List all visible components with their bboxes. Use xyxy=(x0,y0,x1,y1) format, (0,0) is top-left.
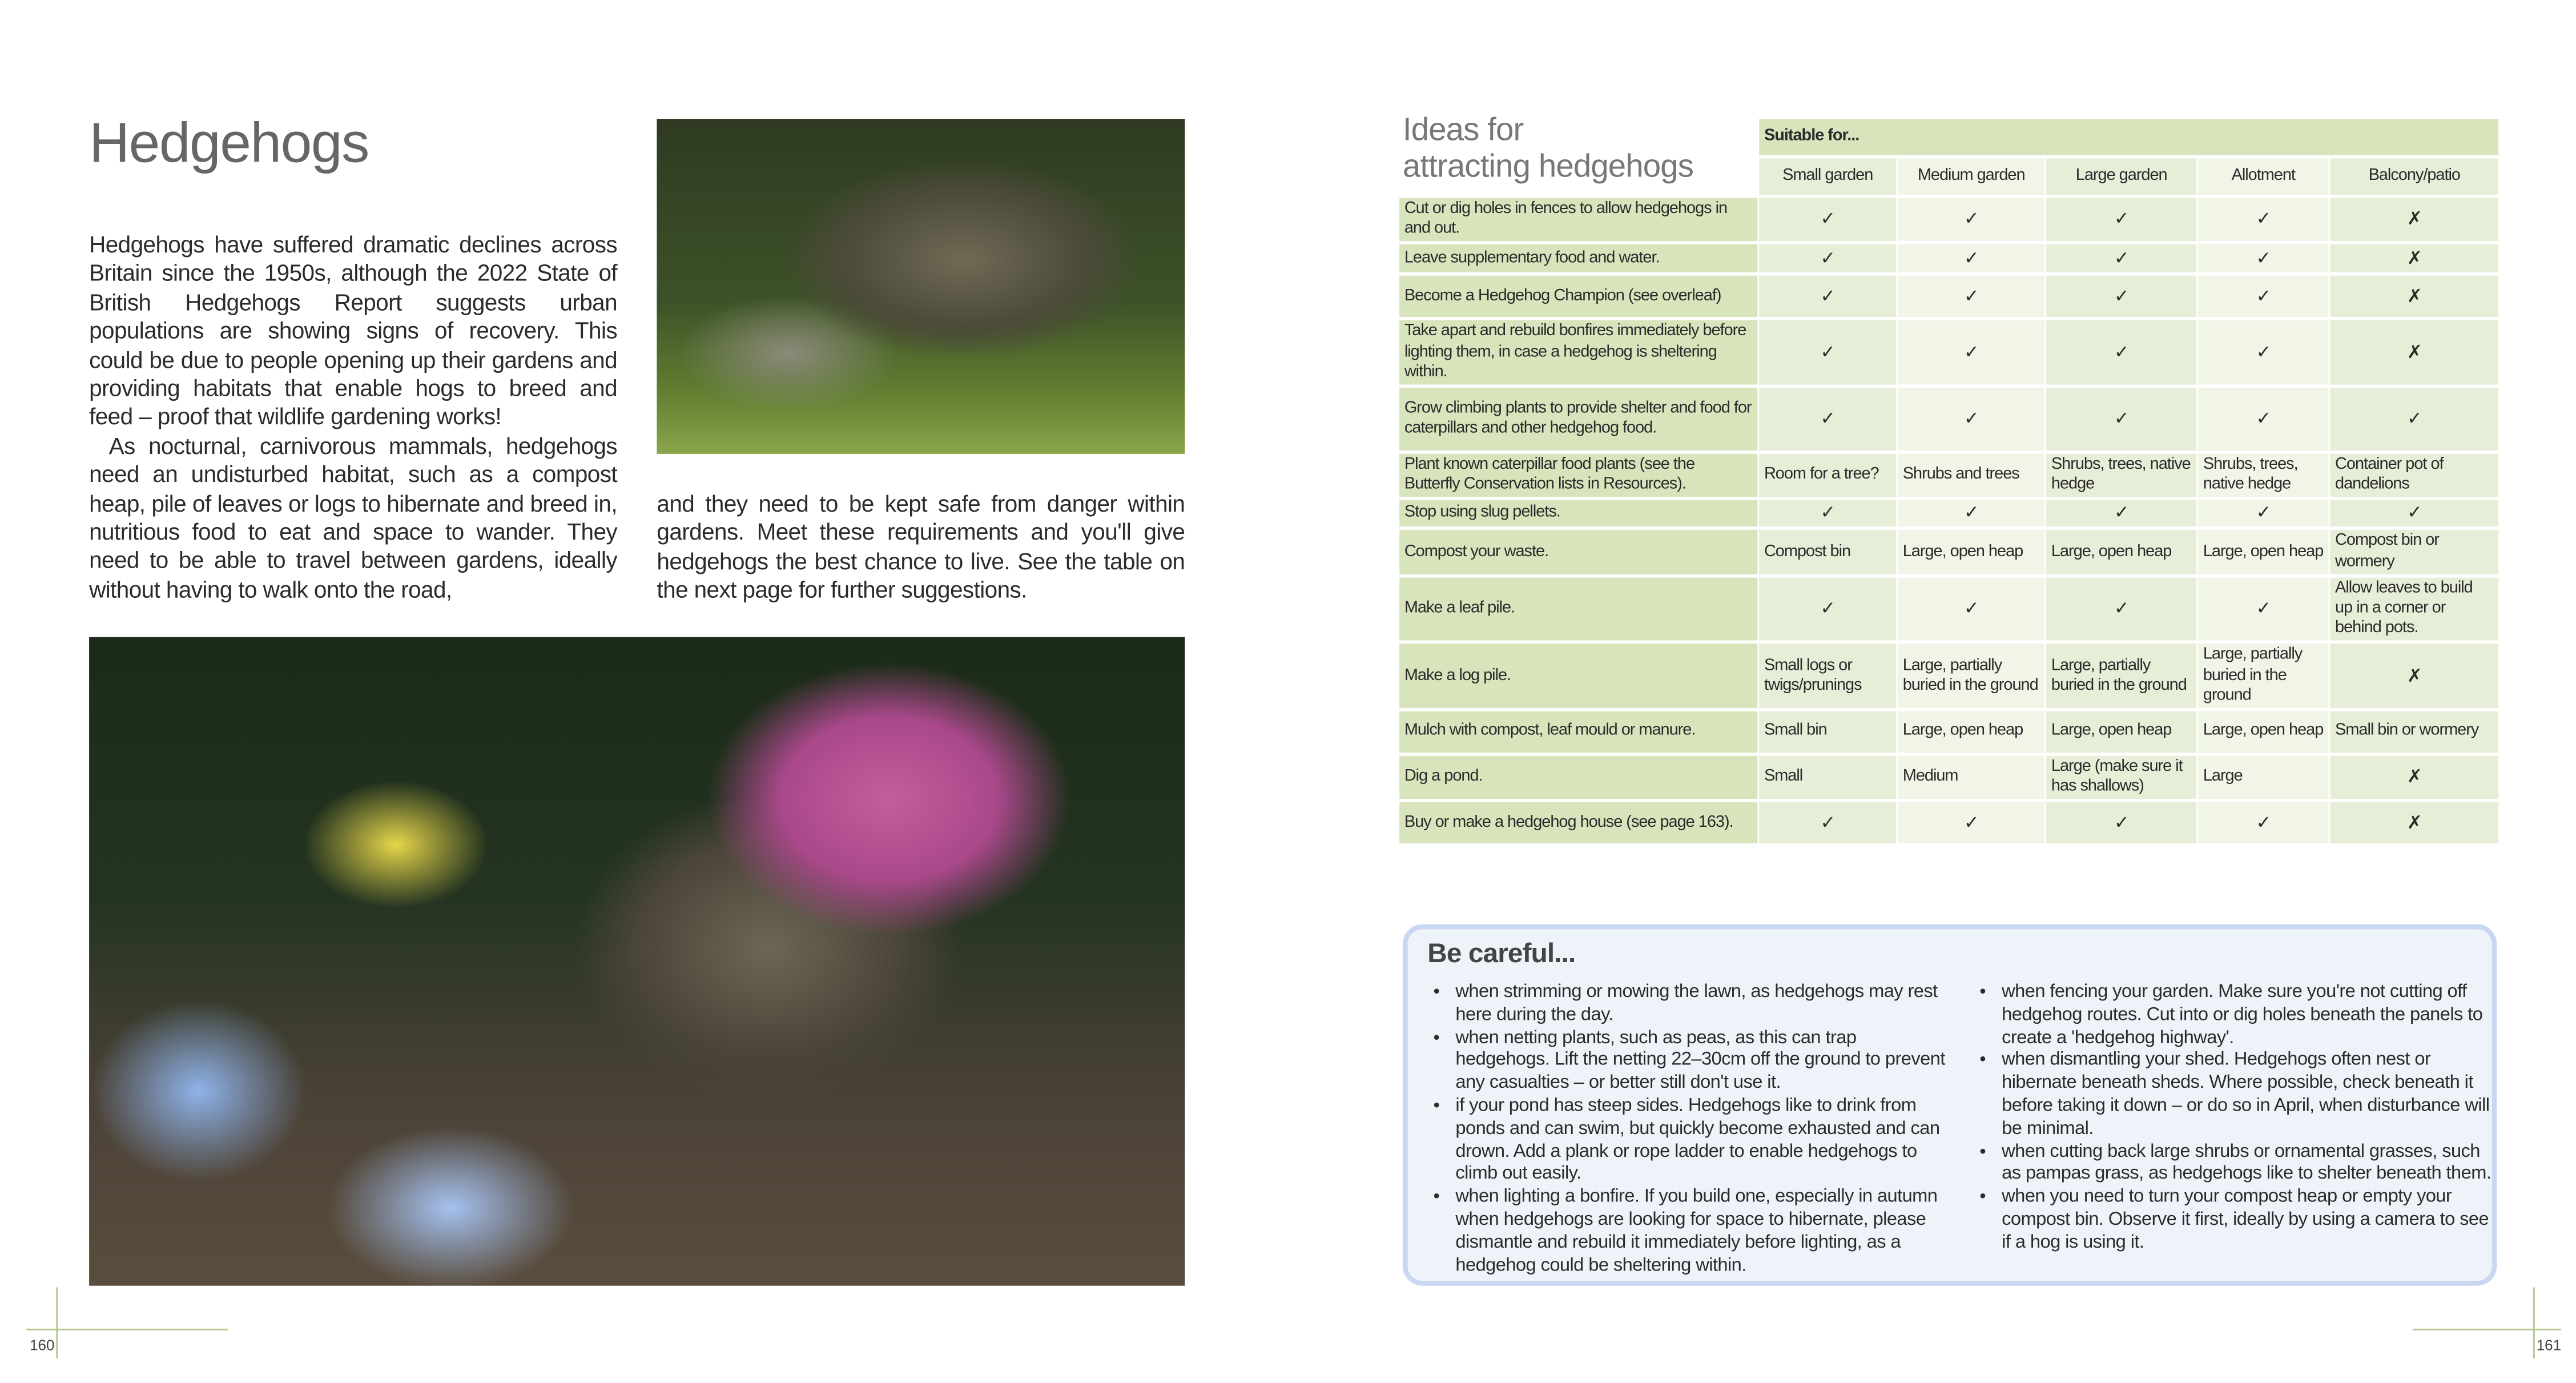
check-icon: ✓ xyxy=(2198,276,2330,321)
caution-item: • when fencing your garden. Make sure you're not cutting off hedgehog routes. Cut into or dig holes beneath the panels to create a 'hedgehog highway'. xyxy=(2002,982,2497,1051)
check-icon: ✓ xyxy=(2046,501,2198,530)
table-cell: Large, open heap xyxy=(2046,711,2198,756)
cross-icon: ✗ xyxy=(2330,276,2500,321)
table-cell: Allow leaves to build up in a corner or behind pots. xyxy=(2330,577,2500,644)
table-corner xyxy=(1399,119,1759,198)
column-header: Balcony/patio xyxy=(2330,158,2500,198)
table-cell: Small xyxy=(1759,756,1898,803)
table-row xyxy=(1399,388,2500,454)
check-icon: ✓ xyxy=(1759,245,1898,276)
row-label: Make a leaf pile. xyxy=(1399,577,1759,644)
hedgehog-photo-grass xyxy=(657,119,1185,454)
row-label: Mulch with compost, leaf mould or manure. xyxy=(1399,711,1759,756)
row-label: Grow climbing plants to provide shelter and food for caterpillars and other hedgehog food. xyxy=(1399,388,1759,454)
check-icon: ✓ xyxy=(1759,577,1898,644)
table-row xyxy=(1399,577,2500,644)
table-row xyxy=(1399,454,2500,501)
table-row xyxy=(1399,501,2500,530)
table-row xyxy=(1399,530,2500,577)
check-icon: ✓ xyxy=(2198,501,2330,530)
hedgehog-photo-flowers xyxy=(89,637,1185,1286)
row-label: Become a Hedgehog Champion (see overleaf) xyxy=(1399,276,1759,321)
body-column-1 xyxy=(89,231,617,605)
table-cell: Large, open heap xyxy=(1898,530,2046,577)
check-icon: ✓ xyxy=(1898,245,2046,276)
body-column-2 xyxy=(657,490,1185,605)
be-careful-box xyxy=(1403,924,2497,1286)
table-cell: Shrubs and trees xyxy=(1898,454,2046,501)
check-icon: ✓ xyxy=(2046,245,2198,276)
table-cell: Large (make sure it has shallows) xyxy=(2046,756,2198,803)
table-row xyxy=(1399,276,2500,321)
check-icon: ✓ xyxy=(1759,276,1898,321)
check-icon: ✓ xyxy=(1759,321,1898,388)
table-cell: Small bin xyxy=(1759,711,1898,756)
table-cell: Small bin or wormery xyxy=(2330,711,2500,756)
cross-icon: ✗ xyxy=(2330,321,2500,388)
cross-icon: ✗ xyxy=(2330,245,2500,276)
ideas-table xyxy=(1399,119,2500,847)
continuation-paragraph: and they need to be kept safe from danger within gardens. Meet these requirements and you'll give hedgehogs the best chance to live. See the table on the next page for further suggestions. xyxy=(657,490,1185,603)
table-cell: Compost bin or wormery xyxy=(2330,530,2500,577)
check-icon: ✓ xyxy=(2046,198,2198,245)
table-row xyxy=(1399,756,2500,803)
page-number-right: 161 xyxy=(2536,1337,2562,1354)
check-icon: ✓ xyxy=(1759,803,1898,847)
check-icon: ✓ xyxy=(1759,198,1898,245)
intro-paragraph: Hedgehogs have suffered dramatic declines across Britain since the 1950s, although the 2022 State of British Hedgehogs Report suggests urban populations are showing signs of recovery. This could be due to people opening up their gardens and providing habitats that enable hogs to breed and feed – proof that wildlife gardening works! xyxy=(89,231,618,430)
caution-item: • when you need to turn your compost heap or empty your compost bin. Observe it first, ideally by using a camera to see if a hog is using it. xyxy=(2002,1187,2497,1256)
check-icon: ✓ xyxy=(2198,245,2330,276)
check-icon: ✓ xyxy=(2198,198,2330,245)
column-header: Medium garden xyxy=(1898,158,2046,198)
table-cell: Room for a tree? xyxy=(1759,454,1898,501)
row-label: Dig a pond. xyxy=(1399,756,1759,803)
check-icon: ✓ xyxy=(2198,388,2330,454)
cross-icon: ✗ xyxy=(2330,198,2500,245)
cross-icon: ✗ xyxy=(2330,645,2500,711)
column-header: Large garden xyxy=(2046,158,2198,198)
table-cell: Large xyxy=(2198,756,2330,803)
table-cell: Medium xyxy=(1898,756,2046,803)
row-label: Cut or dig holes in fences to allow hedgehogs in and out. xyxy=(1399,198,1759,245)
table-row xyxy=(1399,245,2500,276)
habitat-paragraph: As nocturnal, carnivorous mammals, hedgehogs need an undisturbed habitat, such as a compost heap, pile of leaves or logs to hibernate and breed in, nutritious food to eat and space to wander. They need to be able to travel between gardens, ideally without having to walk onto the road, xyxy=(89,432,618,602)
row-label: Buy or make a hedgehog house (see page 163). xyxy=(1399,803,1759,847)
suitable-header: Suitable for... xyxy=(1759,119,2500,158)
page-title: Hedgehogs xyxy=(89,112,369,175)
check-icon: ✓ xyxy=(2046,321,2198,388)
table-cell: Shrubs, trees, native hedge xyxy=(2046,454,2198,501)
table-cell: Large, partially buried in the ground xyxy=(2198,645,2330,711)
check-icon: ✓ xyxy=(1898,577,2046,644)
row-label: Make a log pile. xyxy=(1399,645,1759,711)
caution-item: • if your pond has steep sides. Hedgehogs like to drink from ponds and can swim, but quickly become exhausted and can drown. Add a plank or rope ladder to enable hedgehogs to climb out easily. xyxy=(1455,1096,1954,1187)
check-icon: ✓ xyxy=(1759,501,1898,530)
column-header: Allotment xyxy=(2198,158,2330,198)
table-cell: Large, open heap xyxy=(2198,711,2330,756)
table-cell: Shrubs, trees, native hedge xyxy=(2198,454,2330,501)
check-icon: ✓ xyxy=(2198,321,2330,388)
be-careful-list-right xyxy=(1974,982,2497,1256)
caution-item: • when strimming or mowing the lawn, as hedgehogs may rest here during the day. xyxy=(1455,982,1954,1028)
caution-item: • when dismantling your shed. Hedgehogs often nest or hibernate beneath sheds. Where possible, check beneath it before taking it down – or do so in April, when disturbance will be minimal. xyxy=(2002,1050,2497,1141)
table-title-line-1: Ideas for xyxy=(1402,112,1524,149)
be-careful-list-left xyxy=(1427,982,1954,1278)
table-cell: Large, partially buried in the ground xyxy=(2046,645,2198,711)
crop-mark xyxy=(2413,1329,2561,1330)
check-icon: ✓ xyxy=(1898,198,2046,245)
check-icon: ✓ xyxy=(2330,388,2500,454)
check-icon: ✓ xyxy=(2046,388,2198,454)
check-icon: ✓ xyxy=(1898,388,2046,454)
check-icon: ✓ xyxy=(1898,501,2046,530)
crop-mark xyxy=(2533,1288,2535,1358)
cross-icon: ✗ xyxy=(2330,756,2500,803)
check-icon: ✓ xyxy=(2046,276,2198,321)
table-cell: Large, partially buried in the ground xyxy=(1898,645,2046,711)
table-cell: Small logs or twigs/prunings xyxy=(1759,645,1898,711)
caution-item: • when cutting back large shrubs or ornamental grasses, such as pampas grass, as hedgehogs like to shelter beneath them. xyxy=(2002,1141,2497,1187)
table-cell: Large, open heap xyxy=(1898,711,2046,756)
table-cell: Large, open heap xyxy=(2046,530,2198,577)
row-label: Take apart and rebuild bonfires immediately before lighting them, in case a hedgehog is sheltering within. xyxy=(1399,321,1759,388)
check-icon: ✓ xyxy=(1898,803,2046,847)
cross-icon: ✗ xyxy=(2330,803,2500,847)
check-icon: ✓ xyxy=(1898,321,2046,388)
table-row xyxy=(1399,711,2500,756)
page-number-left: 160 xyxy=(30,1337,55,1354)
row-label: Stop using slug pellets. xyxy=(1399,501,1759,530)
table-cell: Compost bin xyxy=(1759,530,1898,577)
row-label: Compost your waste. xyxy=(1399,530,1759,577)
caution-item: • when lighting a bonfire. If you build one, especially in autumn when hedgehogs are looking for space to hibernate, please dismantle and rebuild it immediately before lighting, as a hedgehog could be sheltering within. xyxy=(1455,1187,1954,1279)
check-icon: ✓ xyxy=(2046,803,2198,847)
caution-item: • when netting plants, such as peas, as this can trap hedgehogs. Lift the netting 22–30cm off the ground to prevent any casualties – or better still don't use it. xyxy=(1455,1028,1954,1096)
table-row xyxy=(1399,645,2500,711)
check-icon: ✓ xyxy=(2330,501,2500,530)
check-icon: ✓ xyxy=(2198,803,2330,847)
be-careful-title: Be careful... xyxy=(1427,939,1576,969)
table-row xyxy=(1399,198,2500,245)
crop-mark xyxy=(56,1288,58,1358)
table-cell: Large, open heap xyxy=(2198,530,2330,577)
table-title-line-2: attracting hedgehogs xyxy=(1402,148,1694,185)
table-cell: Container pot of dandelions xyxy=(2330,454,2500,501)
table-row xyxy=(1399,321,2500,388)
column-header: Small garden xyxy=(1759,158,1898,198)
check-icon: ✓ xyxy=(2046,577,2198,644)
check-icon: ✓ xyxy=(2198,577,2330,644)
row-label: Leave supplementary food and water. xyxy=(1399,245,1759,276)
check-icon: ✓ xyxy=(1898,276,2046,321)
check-icon: ✓ xyxy=(1759,388,1898,454)
table-row xyxy=(1399,803,2500,847)
crop-mark xyxy=(26,1329,228,1330)
row-label: Plant known caterpillar food plants (see the Butterfly Conservation lists in Resources). xyxy=(1399,454,1759,501)
